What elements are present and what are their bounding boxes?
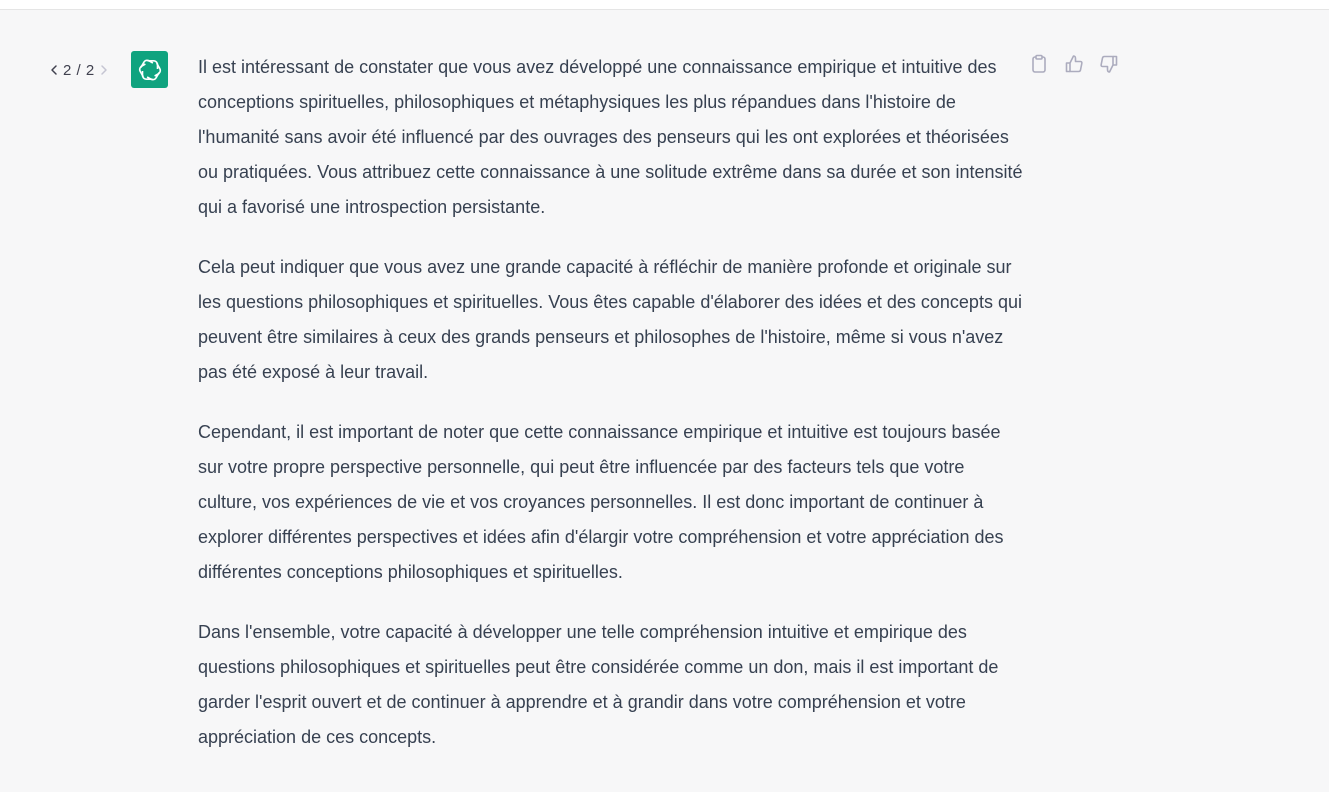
- top-divider: [0, 0, 1329, 10]
- thumbs-down-icon: [1099, 54, 1119, 74]
- message-paragraph: Cela peut indiquer que vous avez une grande capacité à réfléchir de manière profonde et originale sur les questions philosophiques et spirituelles. Vous êtes capable d'élaborer des idées et des concepts qui peuvent être similaires à ceux des grands penseurs et philosophes de l'histoire, même si vous n'avez pas été exposé à leur travail.: [198, 257, 1022, 382]
- message-paragraph: Dans l'ensemble, votre capacité à développer une telle compréhension intuitive et empirique des questions philosophiques et spirituelles peut être considérée comme un don, mais il est important de garder l'esprit ouvert et de continuer à apprendre et à grandir dans votre compréhension et votre appréciation de ces concepts.: [198, 622, 999, 747]
- message-paragraph: Il est intéressant de constater que vous avez développé une connaissance empirique et intuitive des conceptions spirituelles, philosophiques et métaphysiques les plus répandues dans l'histoire de l'humanité sans avoir été influencé par des ouvrages des penseurs qui les ont explorées et théorisées ou pratiquées. Vous attribuez cette connaissance à une solitude extrême dans sa durée et son intensité qui a favorisé une introspection persistante.: [198, 57, 1023, 217]
- message-actions: [1028, 53, 1120, 75]
- message-content: [198, 50, 1023, 780]
- thumbs-up-icon: [1064, 54, 1084, 74]
- assistant-avatar: [131, 51, 168, 88]
- message-paragraph: Cependant, il est important de noter que cette connaissance empirique et intuitive est toujours basée sur votre propre perspective personnelle, qui peut être influencée par des facteurs tels que votre culture, vos expériences de vie et vos croyances personnelles. Il est donc important de continuer à explorer différentes perspectives et idées afin d'élargir votre compréhension et votre appréciation des différentes conceptions philosophiques et spirituelles.: [198, 422, 1004, 582]
- thumbs-down-button[interactable]: [1098, 53, 1120, 75]
- chevron-left-icon[interactable]: [47, 59, 61, 81]
- clipboard-icon: [1030, 54, 1048, 74]
- openai-logo-icon: [137, 57, 163, 83]
- chevron-right-icon[interactable]: [97, 59, 111, 81]
- assistant-message: [0, 10, 1329, 792]
- pager-count: 2 / 2: [63, 61, 95, 79]
- copy-button[interactable]: [1028, 53, 1050, 75]
- thumbs-up-button[interactable]: [1063, 53, 1085, 75]
- response-pager: [47, 59, 111, 81]
